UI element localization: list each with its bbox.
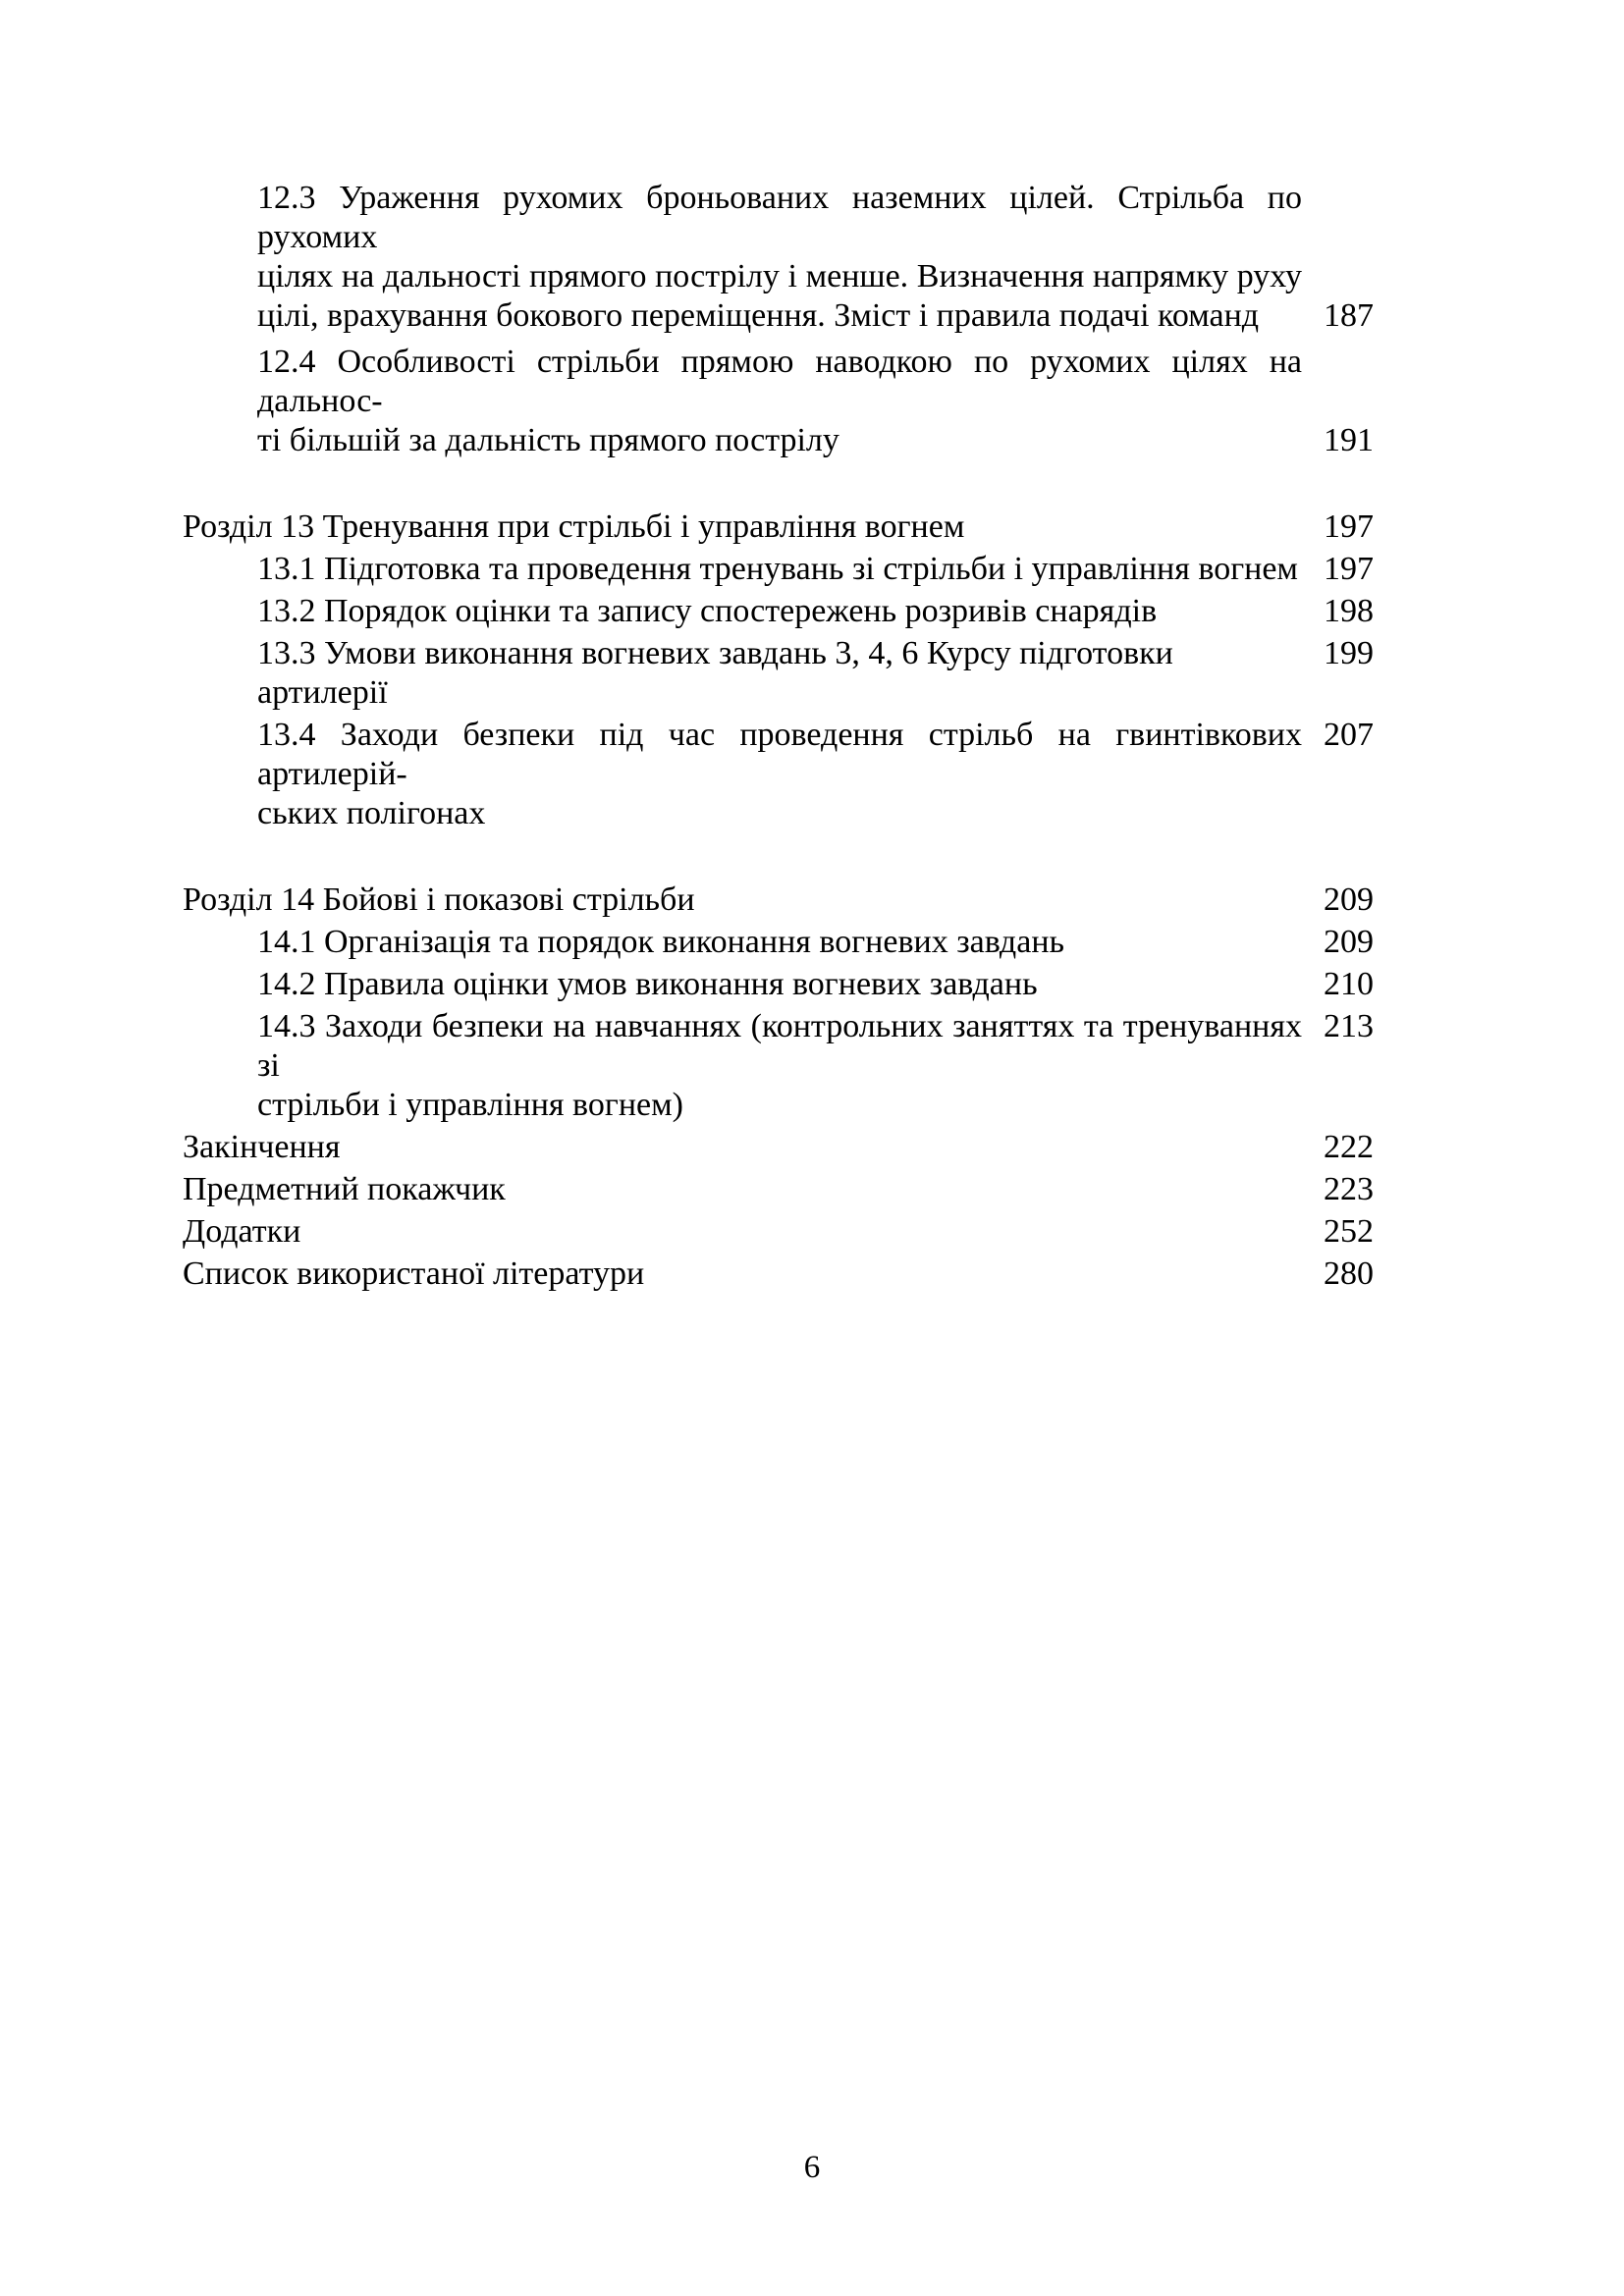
toc-entry-text: [183, 634, 1302, 713]
toc-entry-page-number: 207: [1324, 717, 1374, 753]
toc-entry-page-number: 199: [1324, 635, 1374, 671]
toc-entry-text: [183, 507, 1302, 547]
toc-entry-text: [183, 716, 1302, 833]
toc-entry: [183, 1170, 1374, 1209]
toc-entry-text: [183, 1255, 1302, 1294]
toc-line: Закінчення: [183, 1129, 341, 1165]
toc-entry: [183, 923, 1374, 962]
toc-entry: [183, 634, 1374, 713]
toc-line: 14.2 Правила оцінки умов виконання вогневих завдань: [257, 966, 1038, 1002]
toc-line: стрільби і управління вогнем): [257, 1087, 683, 1123]
toc-entry-text: [183, 592, 1302, 631]
toc-line: 13.3 Умови виконання вогневих завдань 3, 4, 6 Курсу підготовки артилерії: [257, 635, 1173, 711]
table-of-contents: [183, 179, 1374, 1294]
toc-line: цілях на дальності прямого пострілу і менше. Визначення напрямку руху: [257, 258, 1302, 294]
toc-entry: [183, 507, 1374, 547]
toc-line: 12.3 Ураження рухомих броньованих наземних цілей. Стрільба по рухомих: [257, 180, 1302, 255]
toc-line: 13.4 Заходи безпеки під час проведення стрільб на гвинтівкових артилерій-: [257, 717, 1302, 792]
toc-entry: [183, 1255, 1374, 1294]
toc-entry: [183, 1212, 1374, 1252]
toc-line: 13.1 Підготовка та проведення тренувань зі стрільби і управління вогнем: [257, 551, 1298, 587]
toc-entry-page-number: 280: [1324, 1255, 1374, 1292]
toc-line: ських полігонах: [257, 795, 486, 831]
toc-entry-text: [183, 1212, 1302, 1252]
toc-entry-text: [183, 1007, 1302, 1125]
page-number: 6: [803, 2150, 821, 2185]
toc-entry-text: [183, 1128, 1302, 1167]
toc-entry-text: [183, 550, 1302, 589]
toc-entry-text: [183, 923, 1302, 962]
toc-entry-page-number: 209: [1324, 881, 1374, 918]
toc-entry-page-number: 197: [1324, 508, 1374, 545]
toc-line: Предметний покажчик: [183, 1171, 506, 1207]
toc-entry: [183, 881, 1374, 920]
toc-entry: [183, 1007, 1374, 1125]
toc-entry: [183, 592, 1374, 631]
toc-entry-page-number: 187: [1324, 297, 1374, 334]
toc-entry-page-number: 252: [1324, 1213, 1374, 1250]
toc-line: цілі, врахування бокового переміщення. Зміст і правила подачі команд: [257, 297, 1260, 334]
toc-line: Розділ 13 Тренування при стрільбі і управління вогнем: [183, 508, 965, 545]
toc-entry-page-number: 198: [1324, 593, 1374, 629]
toc-entry-page-number: 191: [1324, 422, 1374, 458]
page-footer: [0, 2148, 1624, 2187]
toc-entry-text: [183, 179, 1302, 336]
toc-entry-text: [183, 881, 1302, 920]
toc-entry: [183, 1128, 1374, 1167]
toc-entry-page-number: 213: [1324, 1008, 1374, 1044]
toc-line: Додатки: [183, 1213, 301, 1250]
toc-line: Список використаної літератури: [183, 1255, 645, 1292]
toc-entry-text: [183, 343, 1302, 460]
toc-entry-page-number: 209: [1324, 924, 1374, 960]
toc-entry-page-number: 223: [1324, 1171, 1374, 1207]
toc-line: 14.3 Заходи безпеки на навчаннях (контрольних заняттях та тренуваннях зі: [257, 1008, 1302, 1084]
toc-line: 14.1 Організація та порядок виконання вогневих завдань: [257, 924, 1065, 960]
toc-entry: [183, 343, 1374, 460]
toc-entry-text: [183, 1170, 1302, 1209]
toc-entry-page-number: 210: [1324, 966, 1374, 1002]
toc-entry-text: [183, 965, 1302, 1004]
toc-entry: [183, 179, 1374, 336]
toc-entry: [183, 965, 1374, 1004]
toc-entry-page-number: 197: [1324, 551, 1374, 587]
toc-entry: [183, 716, 1374, 833]
toc-line: Розділ 14 Бойові і показові стрільби: [183, 881, 695, 918]
toc-entry-page-number: 222: [1324, 1129, 1374, 1165]
toc-line: 12.4 Особливості стрільби прямою наводкою по рухомих цілях на дальнос-: [257, 344, 1302, 419]
toc-entry: [183, 550, 1374, 589]
toc-line: ті більшій за дальність прямого пострілу: [257, 422, 839, 458]
toc-line: 13.2 Порядок оцінки та запису спостережень розривів снарядів: [257, 593, 1158, 629]
